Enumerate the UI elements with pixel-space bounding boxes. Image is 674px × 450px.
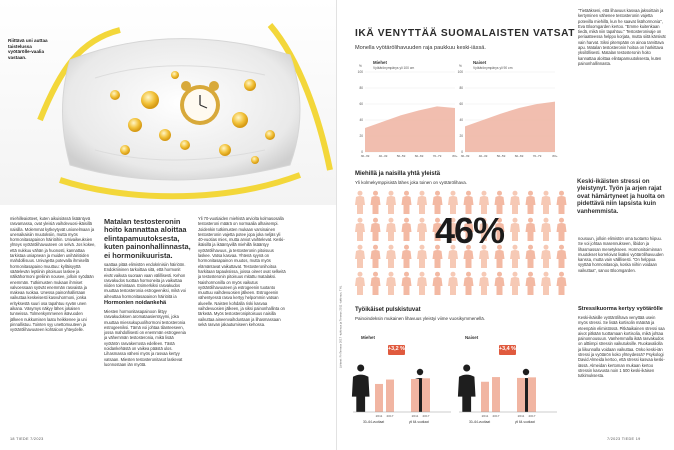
figure-body: [402, 223, 412, 241]
body-column-top: "Tietääkseni, että lihavuus kasvaa jaksoittain ja kertyminen vähenee testosteronin vajetta potevilla miehillä, kun he saavat lisähormonia", Eva Bloomgarden kertoo. "Emme kuitenkaan tiedä, mikä niin tapahtuu." Testosteronivaje on periaatteessa helppo korjata, mutta siitä kärsivät vain harvat. Siksi pitempään on ainoa tarvittava apu. Matalan testosteronin hoitoa on harkittava yksilöllisesti. Matalan testosteronin hoito kannattaa aloittaa elintapamuutoksesta, kuten painonhallinnasta.: [578, 8, 666, 66]
figure-body: [355, 277, 365, 295]
person-figure-icon: [355, 218, 365, 241]
person-figure-icon: [371, 245, 381, 268]
y-tick-label: 80: [359, 86, 363, 90]
figure-body: [371, 223, 381, 241]
person-figure-icon: [417, 272, 427, 295]
bar: [481, 382, 489, 412]
section3-subtitle: Painoindeksin mukainen lihavuus yleistyi viime vuosikymmenellä.: [355, 316, 486, 321]
x-tick-label: 70–79: [532, 154, 542, 158]
figure-body: [479, 277, 489, 295]
person-figure-icon: [510, 191, 520, 214]
person-figure-icon: [433, 272, 443, 295]
figure-head: [544, 272, 549, 277]
obesity-bar-charts: [347, 340, 569, 432]
x-tick-label: 60–69: [514, 154, 524, 158]
figure-head: [544, 245, 549, 250]
figure-head: [451, 191, 456, 196]
person-figure-icon: [541, 245, 551, 268]
figure-head: [544, 218, 549, 223]
person-figure-icon: [510, 218, 520, 241]
women-area-series: [465, 102, 555, 152]
person-figure-icon: [402, 272, 412, 295]
body-column-1: miehilleaiotteet, kuten aikuisiässä lisääntyvä rasvamassa, ovat yleisiä vaihdevuosi-ikäisillä naisilla. Molemmat kytkeytyvät unionelmaan ja unenaikaisiin muutoksiin, mutta myös hormonitasapainon häiriöihin. Univaikeuksien yhteys vyötärölihavuuteen on selvä. Jos kokee, että nukkuu vähän ja huonosti, kannattaa tarkistaa uniapnean ja muiden unihäiriöiden mahdollisuus. Univajetta potevalla ihmisellä hormonitasapaino muuttuu: kylläisyyttä säätelevän leptiinin pitoisuus laskee ja nälkähormoni greliinin nousee, jolloin syödään enemmän. Tutkimusten mukaan ihmiset valvoessaan syövät enemmän rasvaista ja makeaa ruokaa. Unessa painonhallintaan vaikuttaa keskeisesti kasvuhormoni, jonka erityksestä suuri osa tapahtuu syvän unen aikana. Väsymys näkyy lähes jokaisen tunneissa. Tolmenkymmenen ikävuoden jälkeen nukkumisen laatu heikkenee ja uni pinnallistuu. Tointen syy unettomuuteen ja vyötärölihavuuteen kohtaloon yhteydelle.: [10, 216, 96, 333]
figure-body: [510, 277, 520, 295]
person-figure-icon: [355, 191, 365, 214]
figure-body: [417, 196, 427, 214]
section3-title: Työikäiset pulskistuvat: [355, 307, 421, 313]
bar: [517, 378, 525, 412]
person-figure-icon: [371, 218, 381, 241]
person-figure-icon: [526, 191, 536, 214]
person-figure-icon: [557, 245, 567, 268]
figure-head: [358, 218, 363, 223]
figure-body: [541, 277, 551, 295]
figure-body: [433, 277, 443, 295]
figure-head: [451, 272, 456, 277]
women-label: Naiset: [473, 60, 487, 65]
alarm-clock-icon: [180, 81, 220, 125]
body-column-2b: Miesten hormonitasapainoon liittyy rasvakudoksen aromataasientsyymi, joka muuttaa miessukupuolihormoni testosteronia estrogeeniksi. Tämä voi johtaa tilanteeseen, jossa mahdollisesti on enemmän estrogeenia ja vähemmän testosteronia, mikä lisää vyötärön rasvakerrosta edelleen. Tästä noidankehästä on vaikea päästä ulos. Lihasmassa väheni myös ja rasvaa kertyy vatsaan. Miesten testosteronitasot laskevat luonnostaan iän myötä.: [104, 309, 186, 367]
subheading-hormones: Hormonien noidankehä: [104, 300, 167, 306]
figure-head: [513, 272, 518, 277]
person-figure-icon: [386, 218, 396, 241]
figure-head: [373, 245, 378, 250]
person-figure-icon: [526, 245, 536, 268]
x-tick-label: 50–59: [396, 154, 406, 158]
figure-body: [464, 250, 474, 268]
figure-head: [389, 245, 394, 250]
figure-body: [510, 250, 520, 268]
figure-head: [497, 191, 502, 196]
figure-head: [528, 245, 533, 250]
figure-head: [404, 245, 409, 250]
figure-body: [557, 223, 567, 241]
figure-body: [526, 277, 536, 295]
figure-head: [559, 245, 564, 250]
figure-head: [482, 272, 487, 277]
figure-head: [389, 272, 394, 277]
figure-body: [510, 223, 520, 241]
figure-head: [358, 191, 363, 196]
y-tick-label: 60: [359, 102, 363, 106]
men-note: Vyötärönympärys yli 100 cm: [373, 66, 415, 70]
figure-body: [417, 250, 427, 268]
group-label: 30–64-vuotiaat: [469, 420, 491, 424]
figure-body: [433, 250, 443, 268]
section2-title: Miehillä ja naisilla yhtä yleistä: [355, 171, 441, 177]
person-figure-icon: [402, 191, 412, 214]
y-tick-label: 60: [459, 102, 463, 106]
men-label: Miehet: [373, 60, 387, 65]
figure-head: [389, 191, 394, 196]
body-column-3: Yli 70-vuotiaiden miehistä arviolta kolmasosalla testosteroni määrä on normaalia alhaisempi. Joidenkin tutkimusten mukaan varsinainen testosteronin vajetta potee jopa joka neljäs yli 40-vuotias mies, mutta arviot vaihtelevat. Keski-ikäisillä ja ikääntyvillä miehillä lisääntyy vyötärölihavuus, ja testosteronin pitoisuus laskee. Vatsa kasvaa. Yhtenä syynä on hormonitasapainon muutos, mutta myös elämäntavat vaikuttavat. Testosteronihoitoa harkitaan tapauksissa, joissa oireet ovat selkeitä ja testosteronin pitoisuus mitattu matalaksi. Naishormonilla on myös vaikutus vyötärölihavuuteen ja estrogeenin tuotanto muuttuu vaihdevuosien jälkeen. Estrogeenin vähentyessä rasva kertyy helpommin vatsan alueelle. Naisten kohdalla riski kasvaa vaihdevuosien jälkeen, ja siksi painonhallinta on tärkeää. Myös testosteronipitoisuus naisilla vaikuttaa aineenvaihduntaan ja lihasmassaan sekä rasvan jakautumiseen kehossa.: [198, 216, 286, 327]
figure-head: [373, 272, 378, 277]
figure-head: [358, 245, 363, 250]
figure-head: [466, 272, 471, 277]
body-column-mid: nousuun, jolloin elimistön oma tuotanto hiipuu. Se voi johtaa masennukseen, libidon ja lihasmassan menetykseen. Hormonitoiminnan muutokset korreloivat lisäksi vyötärölihavuuden kanssa, mutta vain välillisesti. "On helppoa syyttää hormonitasoja, koska niihin voidaan vaikuttaa", sanoo Bloomgarden.: [578, 236, 664, 273]
figure-body: [557, 250, 567, 268]
figure-body: [448, 277, 458, 295]
figure-head: [482, 191, 487, 196]
pillow-illustration: [0, 0, 337, 205]
year-label: 2017: [386, 414, 394, 418]
women-bar-label: Naiset: [465, 335, 479, 340]
figure-body: [386, 223, 396, 241]
bar: [386, 380, 394, 412]
figure-head: [373, 191, 378, 196]
bar: [492, 377, 500, 412]
y-unit-label: %: [459, 64, 462, 68]
figure-body: [355, 196, 365, 214]
women-change-value: +3,4 %: [499, 346, 516, 352]
figure-body: [541, 223, 551, 241]
person-figure-icon: [557, 218, 567, 241]
year-label: 2017: [422, 414, 430, 418]
person-figure-icon: [541, 272, 551, 295]
bar: [375, 384, 383, 412]
y-tick-label: 80: [459, 86, 463, 90]
figure-head: [544, 191, 549, 196]
figure-head: [463, 364, 470, 371]
person-figure-icon: [371, 191, 381, 214]
person-figure-icon: [557, 191, 567, 214]
person-figure-icon: [417, 218, 427, 241]
big-percentage: 46%: [435, 210, 505, 251]
x-tick-label: 50–59: [496, 154, 506, 158]
figure-head: [420, 272, 425, 277]
figure-body: [541, 250, 551, 268]
pull-quote-stress: Keski-ikäisten stressi on yleistynyt. Työn ja arjen rajat ovat hämärtyneet ja huolta on pidettävä niin lapsista kuin vanhemmista.: [577, 178, 665, 215]
figure-body: [557, 277, 567, 295]
figure-head: [559, 272, 564, 277]
figure-head: [420, 245, 425, 250]
y-tick-label: 20: [459, 134, 463, 138]
figure-head: [559, 218, 564, 223]
figure-body: [541, 196, 551, 214]
figure-body: [448, 250, 458, 268]
person-figure-icon: [417, 245, 427, 268]
group-label: yli 64-vuotiaat: [515, 420, 535, 424]
figure-body: [386, 196, 396, 214]
figure-body: [386, 250, 396, 268]
figure-body: [352, 375, 370, 412]
person-figure-icon: [402, 245, 412, 268]
section2-subtitle: Yli kolmekymppisistä lähes joka toinen on vyötärölihava.: [355, 180, 468, 185]
folio-left: 18 TIEDE 7/2023: [10, 437, 44, 441]
figure-body: [495, 250, 505, 268]
figure-body: [417, 223, 427, 241]
figure-head: [404, 272, 409, 277]
figure-body: [371, 250, 381, 268]
photo-caption: Riittävä uni auttaa taistelussa vyötärölle-vaalia vastaan.: [8, 38, 48, 60]
body-column-bottom: Keski-ikäisille vyötärölihava venyttää usein myös stressi. Se lisää kortisolin määrää ja eteenpäin elimistössä. Pitkäaikainen stressi saa aivot pitkään tuottamaan kortisolia, mikä johtaa painonnousuun. Vanhemmalla ikää rasvakudos on alttiimpi stressin vaikutuksille. Ruokavaliolla ja liikunnalla voidaan vaikuttaa. Onko keski-iän stressi ja vyötärön koko yhteydessä? Psykologi David Almeida kertoo, että stressi kasvaa keski-iässä. Almeidan kertoman mukaan kertoo stressin kasvusta noin 1 500 keski-ikäisen tutkimuksesta.: [578, 315, 665, 379]
person-figure-icon: [526, 272, 536, 295]
figure-head: [513, 245, 518, 250]
person-figure-icon: [541, 218, 551, 241]
figure-body: [371, 277, 381, 295]
y-unit-label: %: [359, 64, 362, 68]
y-tick-label: 100: [457, 70, 463, 74]
figure-head: [528, 272, 533, 277]
x-tick-label: 30–39: [360, 154, 370, 158]
year-label: 2011: [517, 414, 525, 418]
person-figure-icon: [386, 272, 396, 295]
person-figure-icon: [495, 272, 505, 295]
figure-head: [389, 218, 394, 223]
person-figure-icon: [417, 191, 427, 214]
obese-figure-icon: [458, 364, 476, 412]
person-figure-icon: [526, 218, 536, 241]
person-figure-icon: [386, 245, 396, 268]
figure-body: [355, 223, 365, 241]
figure-body: [510, 196, 520, 214]
year-label: 2011: [411, 414, 419, 418]
x-tick-label: 80+: [552, 154, 558, 158]
figure-head: [513, 218, 518, 223]
group-label: yli 64-vuotiaat: [409, 420, 429, 424]
waist-area-charts: [337, 58, 567, 163]
infographic-subtitle: Monella vyötärölihavuuden raja paukkuu keski-iässä.: [355, 45, 486, 51]
figure-head: [404, 218, 409, 223]
figure-body: [557, 196, 567, 214]
bar: [528, 377, 536, 412]
figure-body: [386, 277, 396, 295]
figure-head: [513, 191, 518, 196]
figure-head: [528, 191, 533, 196]
figure-body: [402, 277, 412, 295]
person-figure-icon: [386, 191, 396, 214]
person-figure-icon: [510, 245, 520, 268]
figure-head: [435, 272, 440, 277]
group-label: 30–64-vuotiaat: [363, 420, 385, 424]
figure-head: [373, 218, 378, 223]
subheading-stress: Stressikuorma kertyy vyötärölle: [578, 306, 663, 312]
pillow-photo: [0, 0, 337, 205]
person-figure-icon: [464, 272, 474, 295]
x-tick-label: 80+: [452, 154, 458, 158]
x-tick-label: 30–39: [460, 154, 470, 158]
figure-body: [526, 196, 536, 214]
figure-head: [435, 191, 440, 196]
person-figure-icon: [355, 245, 365, 268]
figure-head: [497, 272, 502, 277]
source-note: Lähteet: FinTerveys 2017 -tutkimus ja Terveys 2011 -tutkimus, THL: [338, 285, 343, 369]
bar: [411, 379, 419, 412]
year-label: 2017: [492, 414, 500, 418]
figure-body: [417, 277, 427, 295]
figure-head: [404, 191, 409, 196]
y-tick-label: 40: [459, 118, 463, 122]
figure-body: [355, 250, 365, 268]
men-area-series: [365, 106, 455, 152]
x-tick-label: 60–69: [414, 154, 424, 158]
figure-head: [528, 218, 533, 223]
body-column-2: saattaa pitää elimistön endokrinisiin häiriöön. Endokriininen tarkoittaa sitä, että hormonit eivät vaikuta suoraan vaan välillisesti. Kehon rasvakudos tuottaa hormoneita ja vaikuttaa niiden toimintaan. Esimerkiksi rasvakudos muuttaa testosteronia estrogeeniksi, mikä voi aiheuttaa hormonitasapainon häiriöitä ja: [104, 262, 186, 298]
figure-head: [417, 369, 423, 375]
figure-head: [420, 218, 425, 223]
figure-body: [371, 196, 381, 214]
x-tick-label: 70–79: [432, 154, 442, 158]
figure-body: [464, 277, 474, 295]
person-figure-icon: [479, 272, 489, 295]
figure-body: [402, 196, 412, 214]
x-tick-label: 40–49: [478, 154, 488, 158]
folio-right: 7/2023 TIEDE 19: [607, 437, 641, 441]
person-figure-icon: [510, 272, 520, 295]
figure-body: [402, 250, 412, 268]
x-tick-label: 40–49: [378, 154, 388, 158]
figure-head: [420, 191, 425, 196]
figure-head: [357, 364, 364, 371]
person-figure-icon: [557, 272, 567, 295]
year-label: 2011: [375, 414, 383, 418]
figure-body: [458, 375, 476, 412]
y-tick-label: 20: [359, 134, 363, 138]
person-figure-icon: [448, 272, 458, 295]
figure-head: [466, 191, 471, 196]
figure-body: [495, 277, 505, 295]
figure-body: [479, 250, 489, 268]
y-tick-label: 0: [361, 150, 363, 154]
pull-quote-headline: Matalan testosteronin hoito kannattaa aloittaa elintapamuutoksesta, kuten painonhallinnasta, ei hormonikuurista.: [104, 217, 191, 260]
figure-head: [559, 191, 564, 196]
y-tick-label: 0: [461, 150, 463, 154]
bar: [422, 378, 430, 412]
y-tick-label: 100: [357, 70, 363, 74]
figure-body: [526, 223, 536, 241]
figure-body: [526, 250, 536, 268]
person-figure-icon: [541, 191, 551, 214]
obese-figure-icon: [352, 364, 370, 412]
person-figure-icon: [371, 272, 381, 295]
year-label: 2017: [528, 414, 536, 418]
right-page: [337, 0, 674, 450]
figure-head: [523, 369, 529, 375]
figure-head: [358, 272, 363, 277]
person-figure-icon: [355, 272, 365, 295]
person-figure-icon: [402, 218, 412, 241]
y-tick-label: 40: [359, 118, 363, 122]
year-label: 2011: [481, 414, 489, 418]
men-change-value: +3,2 %: [388, 346, 405, 352]
men-bar-label: Miehet: [361, 335, 375, 340]
women-note: Vyötärönympärys yli 90 cm: [473, 66, 513, 70]
infographic-title: IKÄ VENYTTÄÄ SUOMALAISTEN VATSAT: [355, 28, 576, 39]
